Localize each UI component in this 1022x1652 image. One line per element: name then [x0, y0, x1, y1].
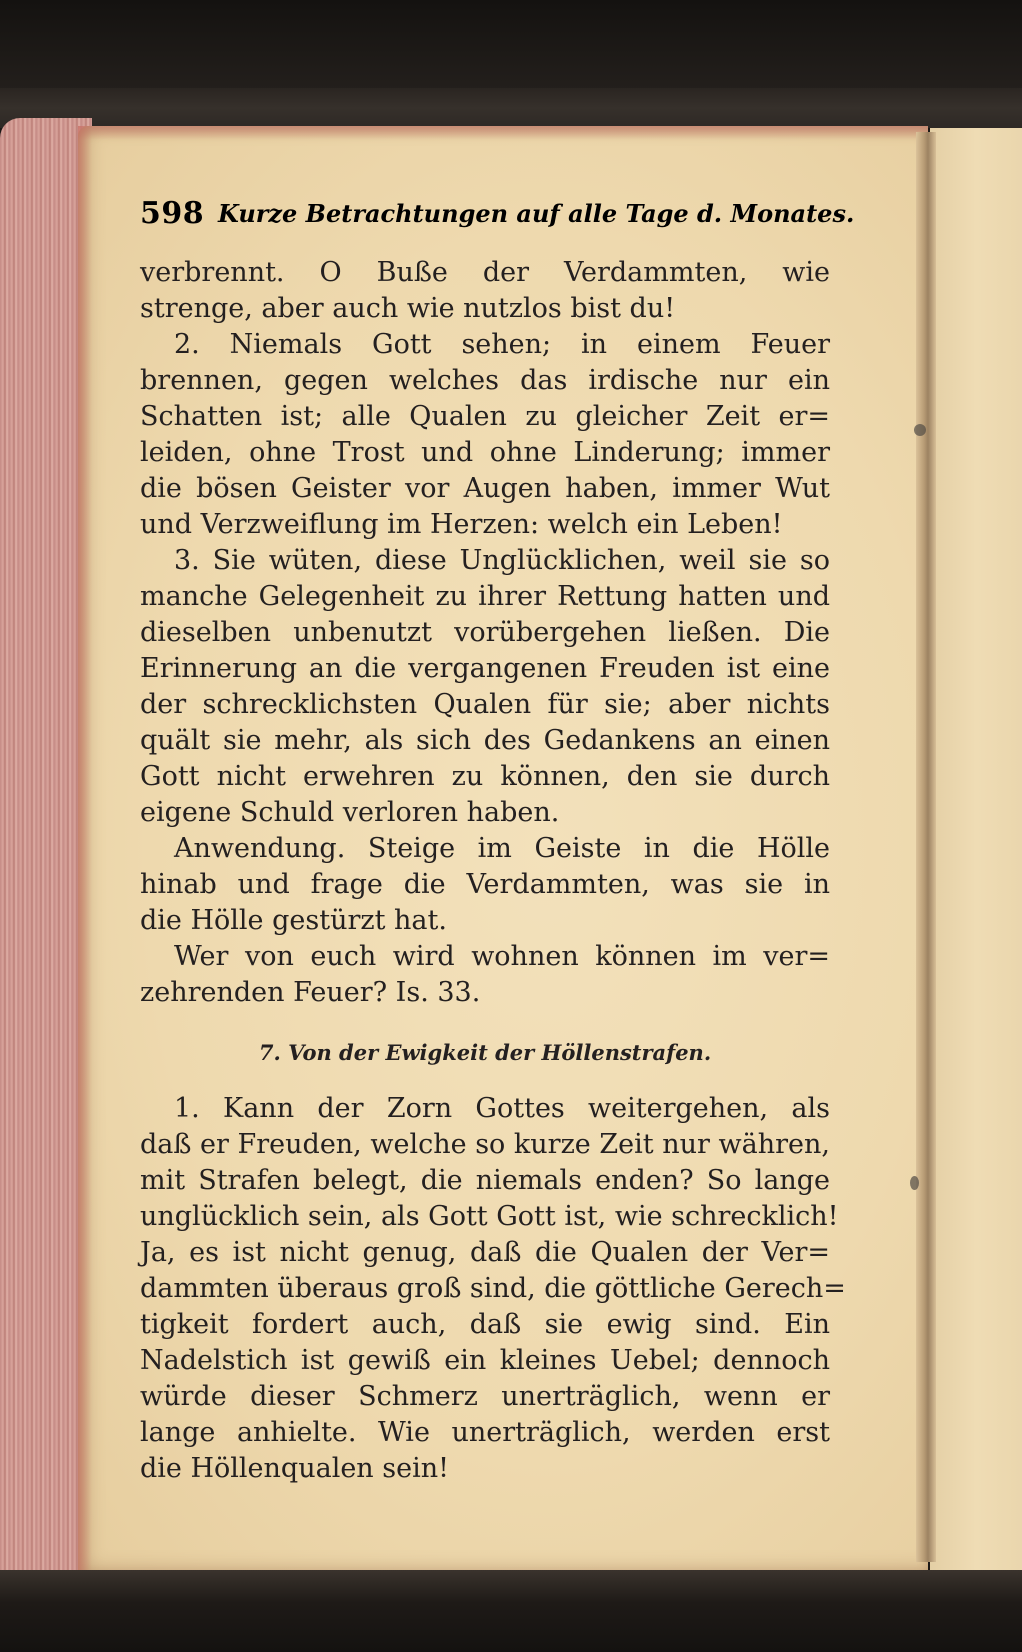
running-title: Kurze Betrachtungen auf alle Tage d. Monates.: [218, 199, 855, 228]
page-number: 598: [140, 196, 205, 231]
text-line: 1. Kann der Zorn Gottes weitergehen, als: [174, 1093, 830, 1124]
ink-spot: [914, 424, 926, 436]
text-line: Erinnerung an die vergangenen Freuden ist eine: [140, 653, 830, 684]
book-gutter: [916, 132, 936, 1562]
text-line: würde dieser Schmerz unerträglich, wenn er: [140, 1381, 830, 1412]
background-bottom: [0, 1570, 1022, 1652]
text-line: 2. Niemals Gott sehen; in einem Feuer: [174, 329, 830, 360]
text-line: lange anhielte. Wie unerträglich, werden erst: [140, 1417, 830, 1448]
text-line: daß er Freuden, welche so kurze Zeit nur währen,: [140, 1129, 830, 1160]
text-line: und Verzweiflung im Herzen: welch ein Leben!: [140, 509, 783, 540]
text-line: Schatten ist; alle Qualen zu gleicher Zeit er=: [140, 401, 830, 432]
text-line: der schrecklichsten Qualen für sie; aber nichts: [140, 689, 830, 720]
text-line: tigkeit fordert auch, daß sie ewig sind. Ein: [140, 1309, 830, 1340]
text-line: verbrennt. O Buße der Verdammten, wie: [140, 257, 830, 288]
text-line: manche Gelegenheit zu ihrer Rettung hatten und: [140, 581, 830, 612]
text-line: Anwendung. Steige im Geiste in die Hölle: [174, 833, 830, 864]
text-line: 3. Sie wüten, diese Unglücklichen, weil sie so: [174, 545, 830, 576]
ink-spot: [910, 1176, 919, 1190]
text-line: hinab und frage die Verdammten, was sie in: [140, 869, 830, 900]
running-header: [140, 196, 855, 234]
text-line: die Höllenqualen sein!: [140, 1453, 449, 1484]
text-line: brennen, gegen welches das irdische nur ein: [140, 365, 830, 396]
text-line: die bösen Geister vor Augen haben, immer Wut: [140, 473, 830, 504]
book-cover-edge: [0, 88, 1022, 128]
text-line: mit Strafen belegt, die niemals enden? So lange: [140, 1165, 830, 1196]
text-line: die Hölle gestürzt hat.: [140, 905, 447, 936]
facing-page: [930, 128, 1022, 1572]
text-line: zehrenden Feuer? Is. 33.: [140, 977, 481, 1008]
text-line: quält sie mehr, als sich des Gedankens an einen: [140, 725, 830, 756]
text-line: eigene Schuld verloren haben.: [140, 797, 560, 828]
text-line: Nadelstich ist gewiß ein kleines Uebel; dennoch: [140, 1345, 830, 1376]
text-line: dammten überaus groß sind, die göttliche Gerech=: [140, 1273, 846, 1304]
text-line: Wer von euch wird wohnen können im ver=: [174, 941, 830, 972]
text-line: leiden, ohne Trost und ohne Linderung; immer: [140, 437, 830, 468]
text-line: dieselben unbenutzt vorübergehen ließen. Die: [140, 617, 830, 648]
section-heading: 7. Von der Ewigkeit der Höllenstrafen.: [258, 1040, 712, 1065]
text-line: strenge, aber auch wie nutzlos bist du!: [140, 293, 676, 324]
text-line: Ja, es ist nicht genug, daß die Qualen der Ver=: [140, 1237, 830, 1268]
text-line: unglücklich sein, als Gott Gott ist, wie schrecklich!: [140, 1201, 839, 1232]
text-line: Gott nicht erwehren zu können, den sie durch: [140, 761, 830, 792]
